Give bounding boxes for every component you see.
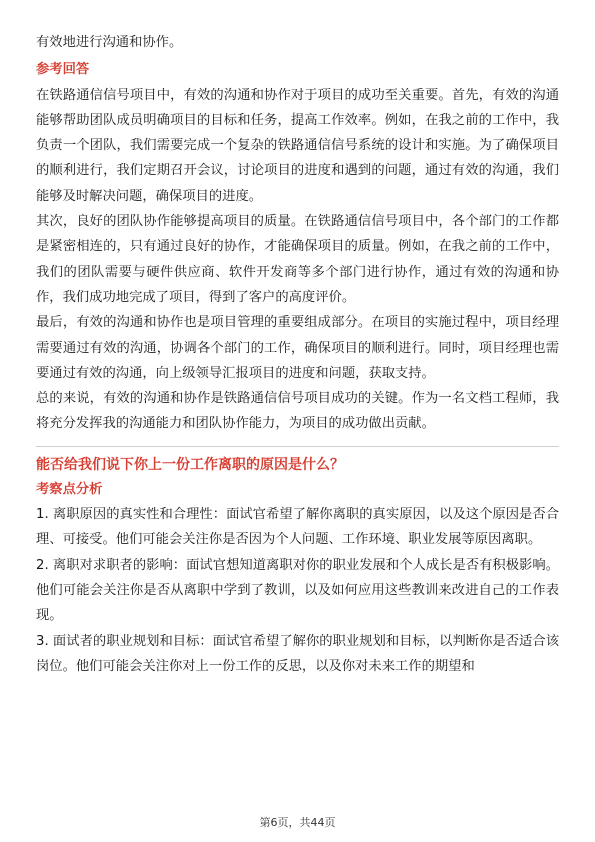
answer-paragraph: 总的来说，有效的沟通和协作是铁路通信信号项目成功的关键。作为一名文档工程师，我将充分发挥我的沟通能力和团队协作能力，为项目的成功做出贡献。 xyxy=(36,391,559,432)
answer-paragraph: 在铁路通信信号项目中，有效的沟通和协作对于项目的成功至关重要。首先，有效的沟通能够帮助团队成员明确项目的目标和任务，提高工作效率。例如，在我之前的工作中，我负责一个团队，我们需要完成一个复杂的铁路通信信号系统的设计和实施。为了确保项目的顺利进行，我们定期召开会议，讨论项目的进度和遇到的问题，通过有效的沟通，我们能够及时解决问题，确保项目的进度。 xyxy=(36,87,559,204)
question-heading: 能否给我们说下你上一份工作离职的原因是什么？ xyxy=(36,456,344,473)
analysis-item: 2. 离职对求职者的影响：面试官想知道离职对你的职业发展和个人成长是否有积极影响。他们可能会关注你是否从离职中学到了教训，以及如何应用这些教训来改进自己的工作表现。 xyxy=(36,557,559,624)
reference-answer-label: 参考回答 xyxy=(36,62,90,78)
answer-paragraph: 其次，良好的团队协作能够提高项目的质量。在铁路通信信号项目中，各个部门的工作都是紧密相连的，只有通过良好的协作，才能确保项目的质量。例如，在我之前的工作中，我们的团队需要与硬件供应商、软件开发商等多个部门进行协作，通过有效的沟通和协作，我们成功地完成了项目，得到了客户的高度评价。 xyxy=(36,214,559,305)
intro-line: 有效地进行沟通和协作。 xyxy=(36,35,183,50)
analysis-item: 1. 离职原因的真实性和合理性：面试官希望了解你离职的真实原因，以及这个原因是否合理、可接受。他们可能会关注你是否因为个人问题、工作环境、职业发展等原因离职。 xyxy=(36,507,559,548)
page-footer: 第6页，共44页 xyxy=(259,816,336,829)
analysis-item: 3. 面试者的职业规划和目标：面试官希望了解你的职业规划和目标，以判断你是否适合该岗位。他们可能会关注你对上一份工作的反思，以及你对未来工作的期望和 xyxy=(36,633,559,674)
page-content xyxy=(36,30,559,679)
analysis-label: 考察点分析 xyxy=(36,481,103,497)
section-divider xyxy=(36,446,559,447)
answer-paragraph: 最后，有效的沟通和协作也是项目管理的重要组成部分。在项目的实施过程中，项目经理需要通过有效的沟通，协调各个部门的工作，确保项目的顺利进行。同时，项目经理也需要通过有效的沟通，向上级领导汇报项目的进度和问题，获取支持。 xyxy=(36,315,559,381)
